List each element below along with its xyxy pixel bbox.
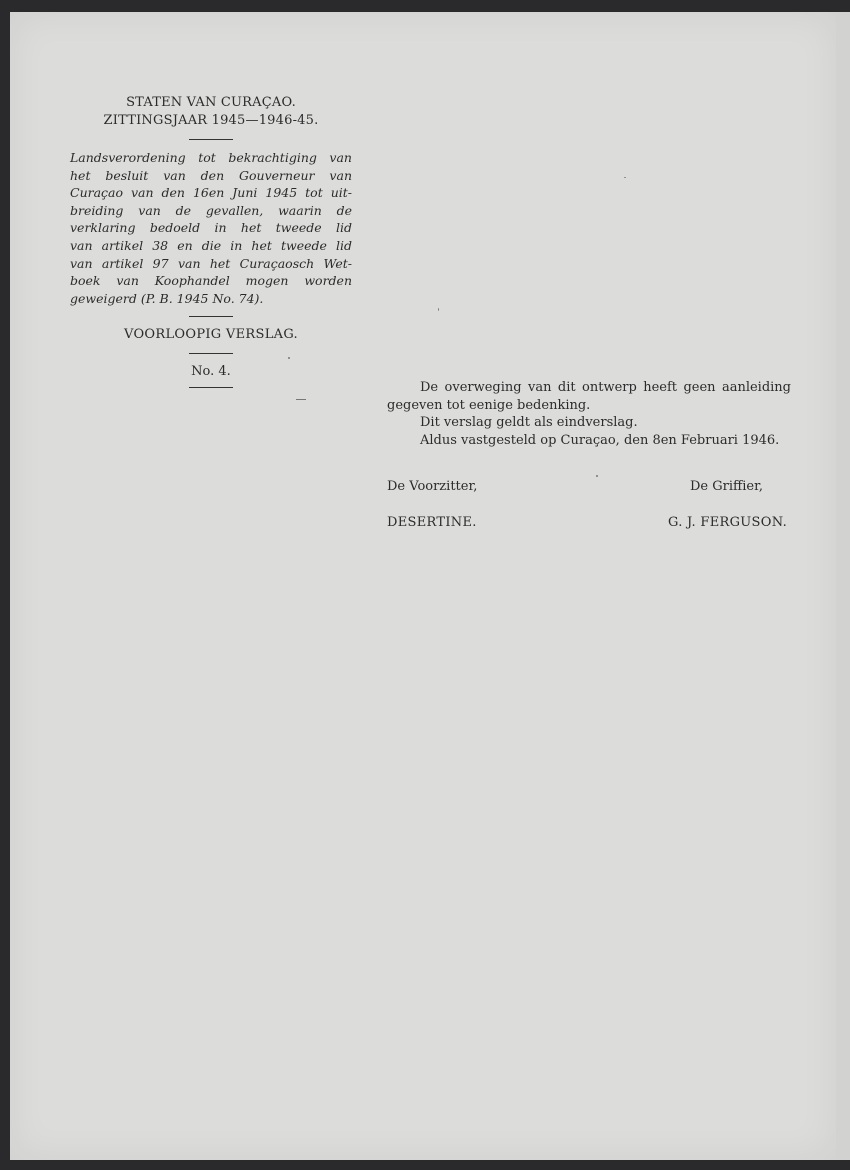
paper-speck (624, 177, 626, 178)
bill-title-line: breiding van de gevallen, waarin de (70, 202, 352, 218)
signature-block (387, 478, 791, 532)
bill-title-line: boek van Koophandel mogen worden (70, 273, 352, 289)
paper-speck (596, 475, 598, 477)
chairman-title: De Voorzitter, (387, 479, 478, 494)
report-paragraph: Aldus vastgesteld op Curaçao, den 8en Februari 1946. (420, 432, 780, 448)
clerk-name: G. J. FERGUSON. (667, 515, 787, 530)
bill-title-line: Landsverordening tot bekrachtiging van (70, 150, 352, 165)
report-paragraph: De overweging van dit ontwerp heeft geen aanleiding gegeven tot eenige bedenking. (387, 380, 791, 413)
paper-speck (438, 308, 439, 311)
divider-rule (189, 353, 233, 354)
paper-speck (296, 399, 306, 400)
divider-rule (189, 316, 233, 317)
section-title: VOORLOOPIG VERSLAG. (124, 327, 298, 343)
bill-title-line: geweigerd (P. B. 1945 No. 74). (70, 290, 264, 306)
bill-title-line: van artikel 97 van het Curaçaosch Wet- (70, 255, 352, 271)
bill-title-line: het besluit van den Gouverneur van (70, 167, 352, 183)
divider-rule (189, 387, 233, 388)
header-block (70, 94, 352, 397)
report-paragraph: Dit verslag geldt als eindverslag. (420, 415, 638, 430)
clerk-title: De Griffier, (689, 479, 763, 494)
paper-speck (288, 357, 290, 359)
report-number: No. 4. (191, 364, 231, 380)
bill-title-line: Curaçao van den 16en Juni 1945 tot uit- (70, 185, 352, 201)
report-body (387, 379, 791, 449)
bill-title (70, 149, 352, 307)
bill-title-line: verklaring bedoeld in het tweede lid (70, 220, 352, 236)
session-title: ZITTINGSJAAR 1945—1946-45. (103, 113, 319, 128)
bill-title-line: van artikel 38 en die in het tweede lid (70, 237, 352, 253)
page-edge (836, 12, 850, 1160)
document-page (10, 12, 836, 1160)
divider-rule (189, 139, 233, 140)
assembly-title: STATEN VAN CURAÇAO. (126, 95, 296, 110)
chairman-name: DESERTINE. (387, 515, 477, 530)
